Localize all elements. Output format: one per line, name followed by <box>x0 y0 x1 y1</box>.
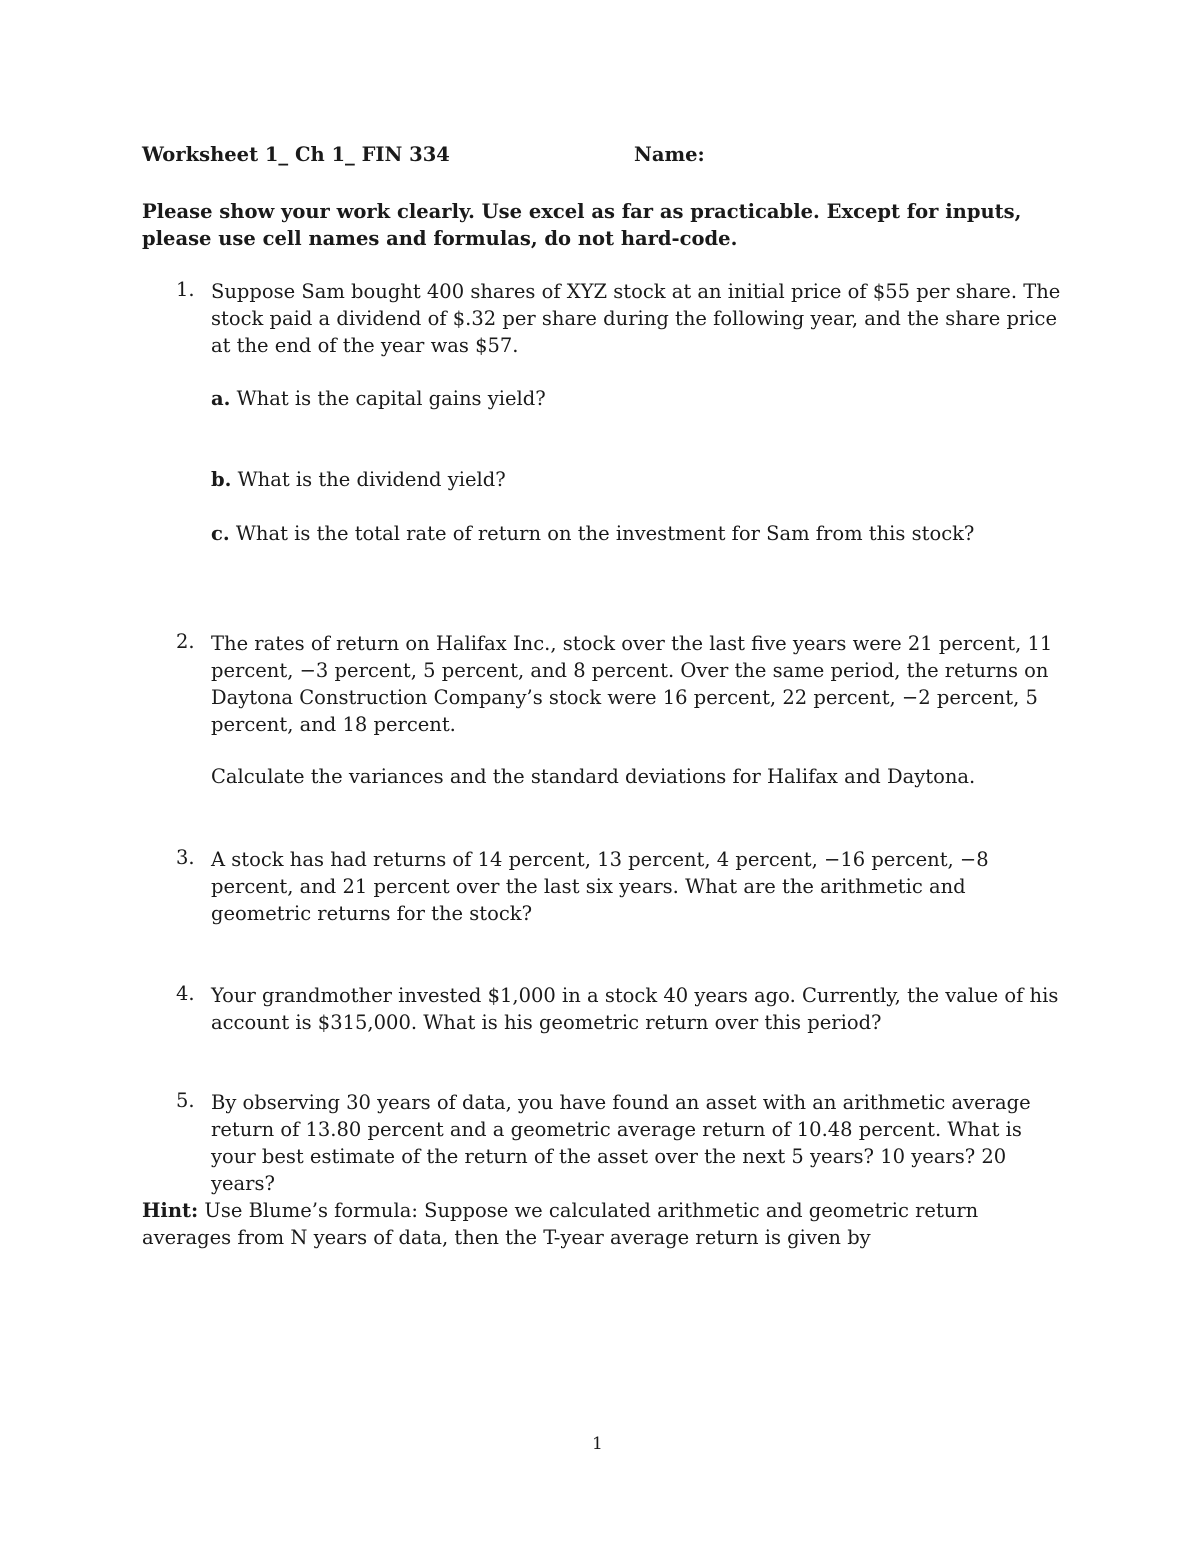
name-label: Name: <box>634 143 705 166</box>
hint-label: Hint: <box>142 1199 199 1222</box>
part-text: What is the total rate of return on the investment for Sam from this stock? <box>235 522 975 545</box>
question-number: 3. <box>176 846 195 869</box>
part-text: What is the dividend yield? <box>237 468 506 491</box>
question-2-followup: Calculate the variances and the standard deviations for Halifax and Daytona. <box>211 765 976 788</box>
instructions: Please show your work clearly. Use excel as far as practicable. Except for inputs, please use cell names and formulas, do not hard-code. <box>142 200 1022 250</box>
question-text: By observing 30 years of data, you have found an asset with an arithmetic average return of 13.80 percent and a geometric average return of 10.48 percent. What is your best estimate of the return of the asset over the next 5 years? 10 years? 20 years? <box>211 1091 1031 1195</box>
question-number: 1. <box>176 278 195 301</box>
worksheet-title: Worksheet 1_ Ch 1_ FIN 334 <box>142 143 450 166</box>
part-label: a. <box>211 387 231 410</box>
question-1-part-c <box>211 522 974 545</box>
part-label: b. <box>211 468 232 491</box>
part-label: c. <box>211 522 230 545</box>
question-number: 4. <box>176 982 195 1005</box>
question-text: Suppose Sam bought 400 shares of XYZ stock at an initial price of $55 per share. The stock paid a dividend of $.32 per share during the following year, and the share price at the end of the year was $57. <box>211 280 1061 357</box>
question-number: 2. <box>176 630 195 653</box>
question-text: A stock has had returns of 14 percent, 13 percent, 4 percent, −16 percent, −8 percent, and 21 percent over the last six years. What are the arithmetic and geometric returns for the stock? <box>211 848 989 925</box>
part-text: What is the capital gains yield? <box>236 387 546 410</box>
question-number: 5. <box>176 1089 195 1112</box>
question-text: The rates of return on Halifax Inc., stock over the last five years were 21 percent, 11 percent, −3 percent, 5 percent, and 8 percent. Over the same period, the returns on Daytona Construction Company’s stock were 16 percent, 22 percent, −2 percent, 5 percent, and 18 percent. <box>211 632 1053 736</box>
page-number: 1 <box>592 1434 603 1454</box>
question-1-part-b <box>211 468 506 491</box>
hint-text: Use Blume’s formula: Suppose we calculated arithmetic and geometric return averages from N years of data, then the T-year average return is given by <box>142 1199 979 1249</box>
question-1-part-a <box>211 387 546 410</box>
hint-paragraph <box>142 1197 1062 1251</box>
question-text: Your grandmother invested $1,000 in a stock 40 years ago. Currently, the value of his account is $315,000. What is his geometric return over this period? <box>211 984 1059 1034</box>
